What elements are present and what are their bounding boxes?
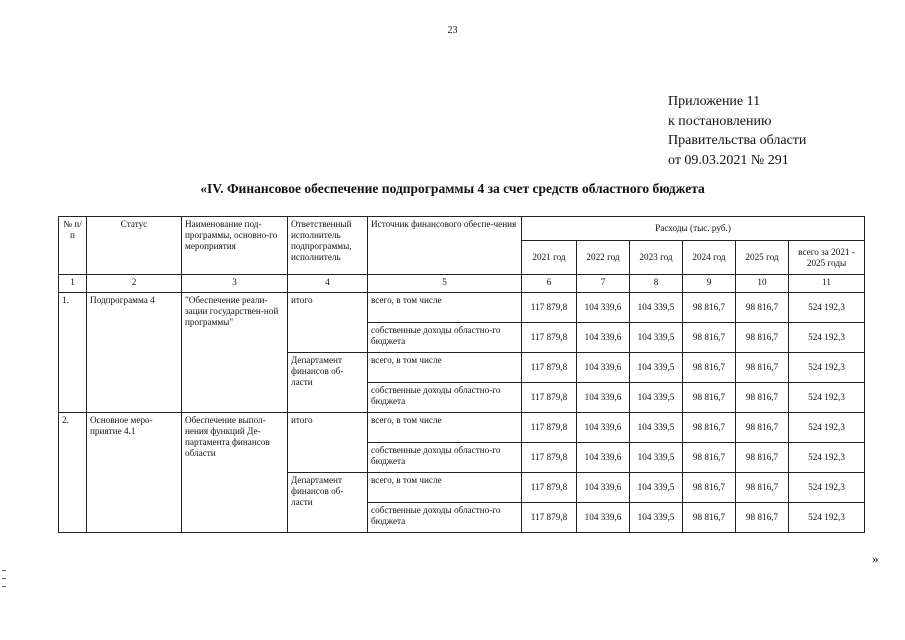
column-number: 2 xyxy=(87,275,182,293)
row-source: всего, в том числе xyxy=(368,473,522,503)
row-executor: итого xyxy=(288,293,368,353)
row-value: 98 816,7 xyxy=(736,293,789,323)
row-value: 524 192,3 xyxy=(789,353,865,383)
appendix-block xyxy=(668,92,806,170)
scan-edge-mark xyxy=(2,570,6,571)
row-source: всего, в том числе xyxy=(368,293,522,323)
row-value: 117 879,8 xyxy=(522,503,577,533)
row-value: 104 339,6 xyxy=(577,503,630,533)
header-year: 2024 год xyxy=(683,241,736,275)
row-value: 524 192,3 xyxy=(789,443,865,473)
row-number: 2. xyxy=(59,413,87,533)
row-value: 104 339,6 xyxy=(577,353,630,383)
row-value: 104 339,6 xyxy=(577,383,630,413)
row-value: 524 192,3 xyxy=(789,413,865,443)
row-value: 104 339,6 xyxy=(577,473,630,503)
appendix-line: от 09.03.2021 № 291 xyxy=(668,152,789,168)
row-source: всего, в том числе xyxy=(368,353,522,383)
row-value: 117 879,8 xyxy=(522,473,577,503)
row-name: Обеспечение выпол-нения функций Де-партамента финансов области xyxy=(182,413,288,533)
row-executor: Департамент финансов об-ласти xyxy=(288,353,368,413)
row-number: 1. xyxy=(59,293,87,413)
header-year-total: всего за 2021 - 2025 годы xyxy=(789,241,865,275)
scan-edge-mark xyxy=(2,578,6,579)
row-value: 98 816,7 xyxy=(683,323,736,353)
row-value: 524 192,3 xyxy=(789,503,865,533)
row-value: 98 816,7 xyxy=(736,383,789,413)
column-number: 3 xyxy=(182,275,288,293)
document-title: «IV. Финансовое обеспечение подпрограммы 4 за счет средств областного бюджета xyxy=(200,181,705,196)
row-value: 98 816,7 xyxy=(736,473,789,503)
row-value: 98 816,7 xyxy=(683,383,736,413)
row-value: 524 192,3 xyxy=(789,293,865,323)
budget-table xyxy=(58,216,865,533)
header-status: Статус xyxy=(87,217,182,275)
row-source: собственные доходы областно-го бюджета xyxy=(368,323,522,353)
scan-edge-mark xyxy=(2,586,6,587)
column-number: 8 xyxy=(630,275,683,293)
row-value: 117 879,8 xyxy=(522,413,577,443)
row-value: 98 816,7 xyxy=(683,503,736,533)
appendix-line: Приложение 11 xyxy=(668,94,761,109)
row-value: 117 879,8 xyxy=(522,353,577,383)
row-value: 104 339,5 xyxy=(630,503,683,533)
header-name: Наименование под-программы, основно-го мероприятия xyxy=(182,217,288,275)
row-value: 98 816,7 xyxy=(736,323,789,353)
row-value: 104 339,6 xyxy=(577,293,630,323)
table-row xyxy=(59,413,865,443)
header-year: 2023 год xyxy=(630,241,683,275)
row-value: 104 339,6 xyxy=(577,413,630,443)
column-number: 4 xyxy=(288,275,368,293)
row-value: 98 816,7 xyxy=(736,443,789,473)
column-number: 7 xyxy=(577,275,630,293)
column-number: 6 xyxy=(522,275,577,293)
row-value: 98 816,7 xyxy=(683,473,736,503)
row-value: 98 816,7 xyxy=(683,413,736,443)
column-number: 9 xyxy=(683,275,736,293)
row-source: собственные доходы областно-го бюджета xyxy=(368,383,522,413)
table-row xyxy=(59,293,865,323)
row-status: Подпрограмма 4 xyxy=(87,293,182,413)
row-value: 117 879,8 xyxy=(522,293,577,323)
row-name: "Обеспечение реали-зации государствен-ной программы" xyxy=(182,293,288,413)
row-value: 104 339,5 xyxy=(630,293,683,323)
row-value: 104 339,6 xyxy=(577,323,630,353)
row-value: 104 339,5 xyxy=(630,443,683,473)
header-year: 2021 год xyxy=(522,241,577,275)
row-value: 98 816,7 xyxy=(683,353,736,383)
row-source: собственные доходы областно-го бюджета xyxy=(368,443,522,473)
row-value: 524 192,3 xyxy=(789,383,865,413)
table-body xyxy=(59,217,865,533)
appendix-line: к постановлению xyxy=(668,113,772,129)
row-source: собственные доходы областно-го бюджета xyxy=(368,503,522,533)
column-number: 10 xyxy=(736,275,789,293)
header-executor: Ответственный исполнитель подпрограммы, исполнитель xyxy=(288,217,368,275)
row-value: 117 879,8 xyxy=(522,323,577,353)
row-value: 524 192,3 xyxy=(789,323,865,353)
column-number: 5 xyxy=(368,275,522,293)
column-number: 1 xyxy=(59,275,87,293)
row-value: 98 816,7 xyxy=(736,353,789,383)
row-value: 98 816,7 xyxy=(736,413,789,443)
closing-quote: » xyxy=(872,551,879,566)
row-value: 104 339,5 xyxy=(630,473,683,503)
row-value: 104 339,5 xyxy=(630,413,683,443)
row-value: 98 816,7 xyxy=(683,443,736,473)
appendix-line: Правительства области xyxy=(668,133,807,148)
page-number: 23 xyxy=(447,25,458,36)
row-executor: Департамент финансов об-ласти xyxy=(288,473,368,533)
header-source: Источник финансового обеспе-чения xyxy=(368,217,522,275)
row-executor: итого xyxy=(288,413,368,473)
header-expenses: Расходы (тыс. руб.) xyxy=(522,217,865,241)
row-value: 98 816,7 xyxy=(683,293,736,323)
header-year: 2025 год xyxy=(736,241,789,275)
column-number: 11 xyxy=(789,275,865,293)
row-value: 524 192,3 xyxy=(789,473,865,503)
row-value: 117 879,8 xyxy=(522,443,577,473)
header-num: № п/п xyxy=(59,217,87,275)
row-value: 104 339,5 xyxy=(630,383,683,413)
row-value: 98 816,7 xyxy=(736,503,789,533)
row-value: 117 879,8 xyxy=(522,383,577,413)
row-value: 104 339,5 xyxy=(630,353,683,383)
header-year: 2022 год xyxy=(577,241,630,275)
row-value: 104 339,6 xyxy=(577,443,630,473)
row-source: всего, в том числе xyxy=(368,413,522,443)
row-value: 104 339,5 xyxy=(630,323,683,353)
row-status: Основное меро-приятие 4.1 xyxy=(87,413,182,533)
